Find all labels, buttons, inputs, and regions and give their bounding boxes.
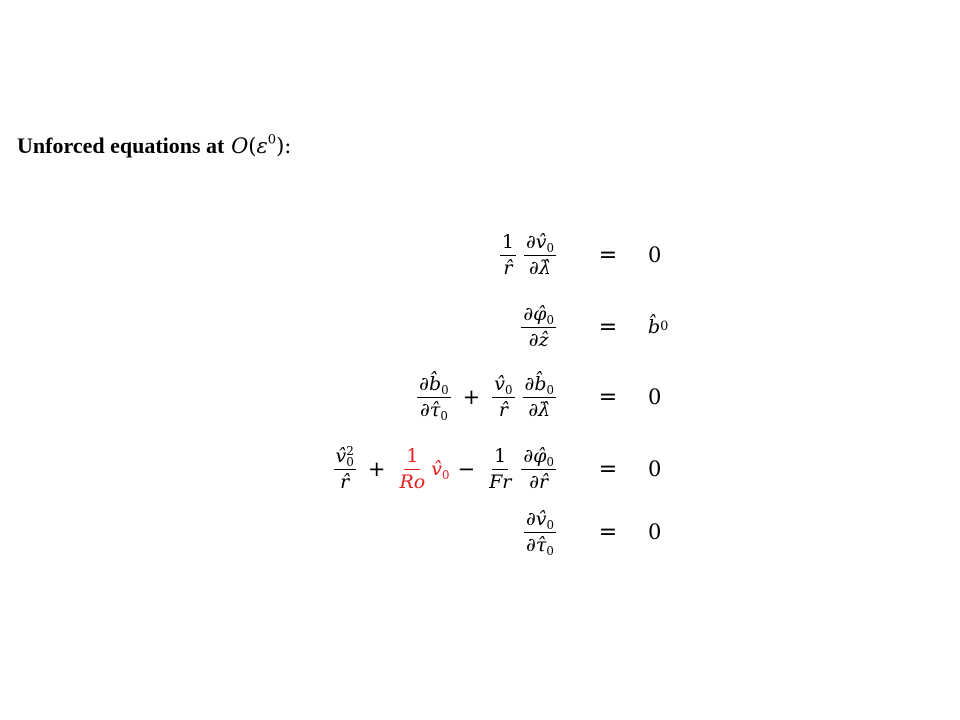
equation-3-rhs: 0 xyxy=(648,385,662,409)
velocity-term: $v̂_0$ xyxy=(431,458,450,482)
equation-4 xyxy=(0,437,960,501)
fraction: v̂ 2 0 r̂ xyxy=(335,443,354,493)
rossby-fraction: $\frac{1}{Ro}$ xyxy=(399,444,426,493)
equals-sign: = xyxy=(598,519,618,545)
partial-derivative: $\frac{\partial\varphî_0}{\text{∂ẑ}}$ xyxy=(523,302,554,351)
partial-derivative: $\frac{\partial b̂_0}{\partial\lambdâ}$ xyxy=(524,372,554,421)
partial-derivative: $\frac{\partial b̂_0}{\partial\taû_0}$ xyxy=(419,372,449,423)
equals-sign: = xyxy=(598,384,618,410)
heading-label: Unforced equations at xyxy=(17,133,225,158)
equation-5-rhs: 0 xyxy=(648,520,662,544)
heading-order-expression: $O(\varepsilon^0)$: xyxy=(231,132,292,158)
equation-4-rhs: 0 xyxy=(648,457,662,481)
plus-operator: + xyxy=(367,457,386,481)
fraction: $\frac{1}{r̂}$ xyxy=(501,230,514,279)
plus-operator: + xyxy=(462,385,481,409)
fraction: $\frac{v̂_0}{r̂}$ xyxy=(494,372,513,421)
froude-fraction: $\frac{1}{Fr}$ xyxy=(489,444,512,493)
equation-1-rhs: 0 xyxy=(648,243,662,267)
equals-sign: = xyxy=(598,456,618,482)
equation-2 xyxy=(0,295,960,359)
partial-derivative: $\frac{\partial v̂_0}{\partial\lambdâ}$ xyxy=(525,230,554,279)
equation-5-lhs xyxy=(520,500,560,564)
equation-5 xyxy=(0,500,960,564)
equation-3 xyxy=(0,365,960,429)
equation-2-lhs xyxy=(517,295,560,359)
equals-sign: = xyxy=(598,314,618,340)
equals-sign: = xyxy=(598,242,618,268)
section-heading xyxy=(17,129,291,163)
equation-4-lhs xyxy=(330,437,560,501)
minus-operator: − xyxy=(457,457,476,481)
equation-2-rhs: b̂ 0 xyxy=(648,316,669,338)
equation-1-lhs xyxy=(496,223,560,287)
equation-1 xyxy=(0,223,960,287)
partial-derivative: $\frac{\partial\varphî_0}{\partial r̂}$ xyxy=(523,444,554,493)
equation-3-lhs xyxy=(413,365,560,429)
partial-derivative: $\frac{\partial v̂_0}{\partial\taû_0}$ xyxy=(525,507,554,558)
